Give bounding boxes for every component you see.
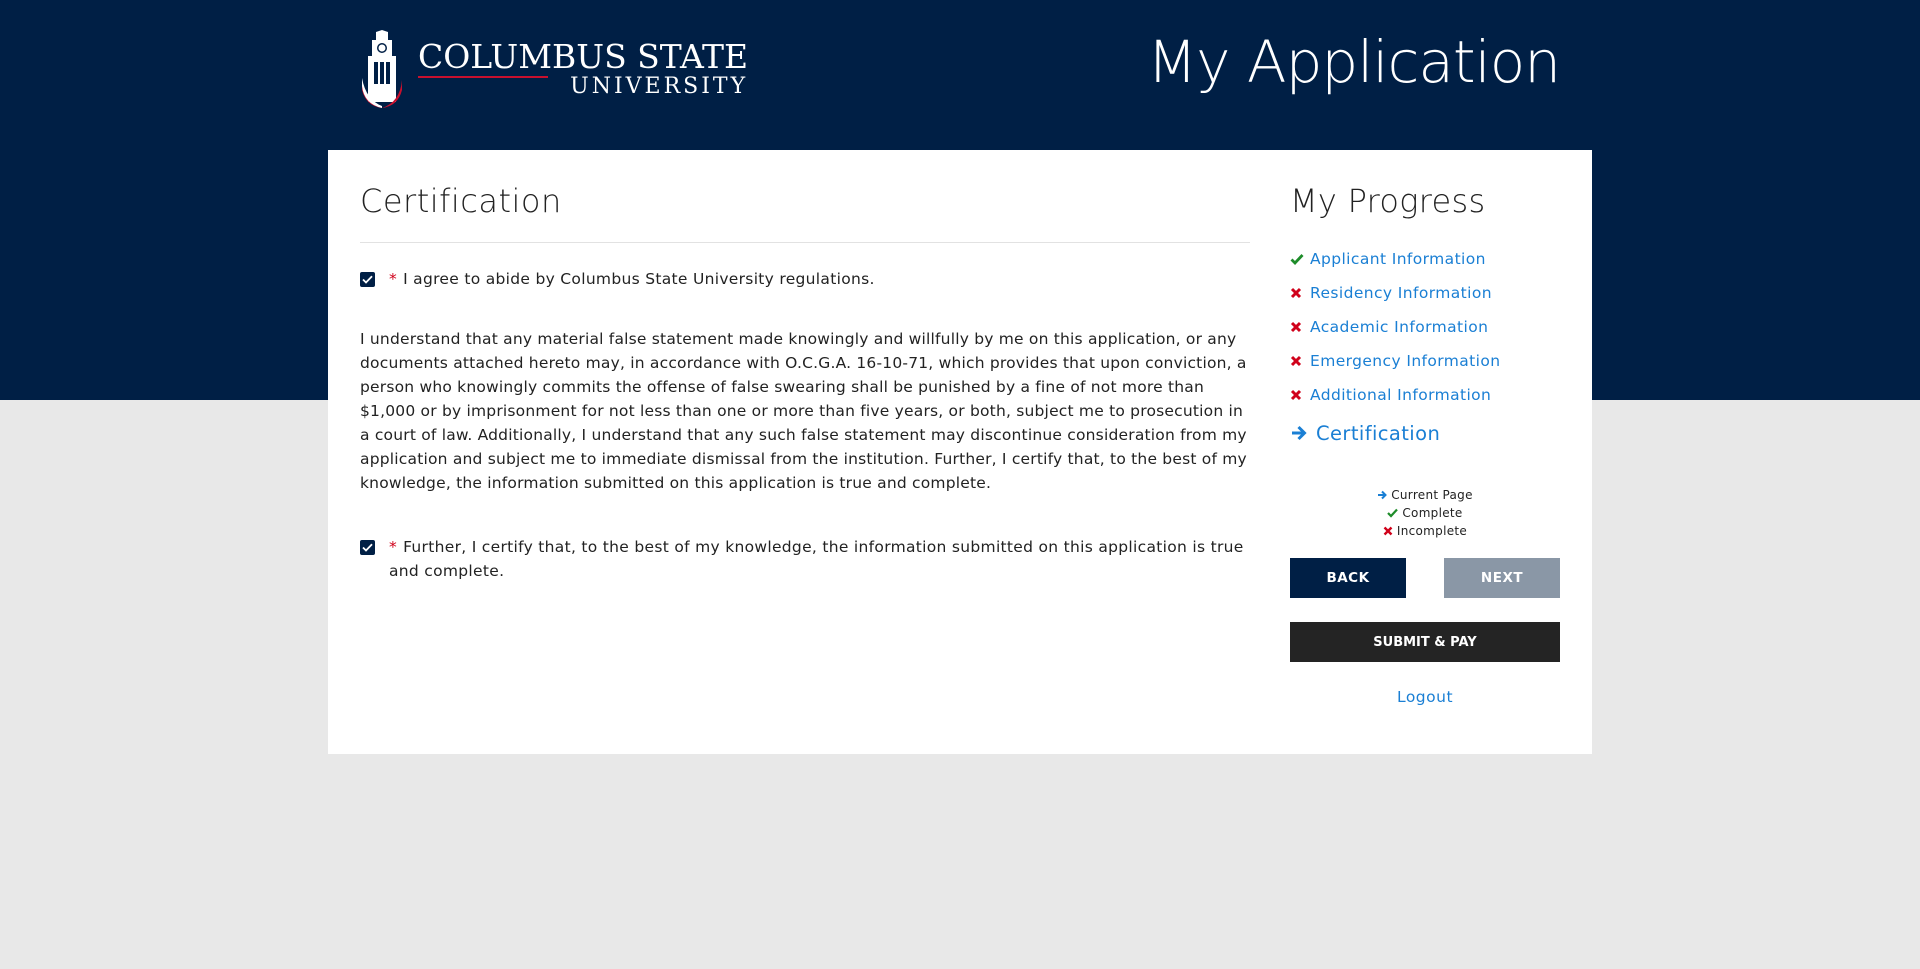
logo-line-1: COLUMBUS STATE (418, 37, 749, 76)
check-icon (1387, 508, 1398, 518)
page-title: My Application (1147, 28, 1560, 96)
legend-incomplete (1290, 522, 1560, 540)
required-mark: * (389, 538, 398, 556)
legend-current-label: Current Page (1391, 488, 1473, 502)
agree-regulations-label-wrap (389, 267, 875, 291)
certify-true-label-wrap (389, 535, 1250, 583)
certify-true-label: Further, I certify that, to the best of my knowledge, the information submitted on this application is true and complete. (389, 538, 1244, 580)
x-icon (1290, 321, 1306, 333)
university-logo[interactable] (360, 28, 749, 110)
legend-complete (1290, 504, 1560, 522)
site-header (328, 0, 1592, 150)
progress-item-residency-information[interactable] (1290, 276, 1560, 310)
progress-sidebar (1290, 182, 1560, 706)
progress-item-emergency-information[interactable] (1290, 344, 1560, 378)
x-icon (1383, 526, 1393, 536)
check-icon (1290, 253, 1306, 265)
back-button[interactable]: BACK (1290, 558, 1406, 598)
certification-section (360, 182, 1250, 583)
logo-line-2: UNIVERSITY (570, 74, 749, 99)
agree-regulations-row (360, 267, 1250, 291)
progress-item-label: Additional Information (1310, 386, 1492, 404)
checkmark-icon (362, 275, 373, 284)
section-title: Certification (360, 182, 1250, 243)
progress-item-label: Certification (1316, 421, 1441, 445)
arrow-right-icon (1290, 424, 1312, 442)
progress-item-certification[interactable] (1290, 412, 1560, 454)
agree-regulations-label: I agree to abide by Columbus State University regulations. (403, 270, 875, 288)
submit-and-pay-button[interactable]: SUBMIT & PAY (1290, 622, 1560, 662)
certify-true-row (360, 535, 1250, 583)
x-icon (1290, 355, 1306, 367)
clock-tower-icon (360, 30, 404, 108)
legend-complete-label: Complete (1402, 506, 1463, 520)
next-button[interactable]: NEXT (1444, 558, 1560, 598)
progress-title: My Progress (1290, 182, 1486, 220)
false-statement-paragraph: I understand that any material false statement made knowingly and willfully by me on this application, or any documents attached hereto may, in accordance with O.C.G.A. 16-10-71, which provides that upon conviction, a person who knowingly commits the offense of false swearing shall be punished by a fine of not more than $1,000 or by imprisonment for not less than one or more than five years, or both, subject me to prosecution in a court of law. Additionally, I understand that any such false statement may discontinue consideration from my application and subject me to immediate dismissal from the institution. Further, I certify that, to the best of my knowledge, the information submitted on this application is true and complete. (360, 330, 1247, 492)
certify-true-checkbox[interactable] (360, 540, 375, 555)
nav-buttons (1290, 558, 1560, 598)
progress-item-academic-information[interactable] (1290, 310, 1560, 344)
legend-incomplete-label: Incomplete (1396, 524, 1468, 538)
progress-item-label: Emergency Information (1310, 352, 1501, 370)
checkmark-icon (362, 543, 373, 552)
progress-item-applicant-information[interactable] (1290, 242, 1560, 276)
logo-wordmark (418, 39, 748, 99)
x-icon (1290, 287, 1306, 299)
progress-legend (1290, 486, 1560, 540)
x-icon (1290, 389, 1306, 401)
application-card (328, 150, 1592, 754)
progress-item-label: Residency Information (1310, 284, 1492, 302)
progress-list (1290, 242, 1560, 454)
required-mark: * (389, 270, 398, 288)
arrow-right-icon (1377, 490, 1387, 500)
progress-item-label: Applicant Information (1310, 250, 1486, 268)
agree-regulations-checkbox[interactable] (360, 272, 375, 287)
logout-link[interactable]: Logout (1396, 688, 1454, 706)
logo-accent-rule (418, 76, 548, 78)
legend-current (1290, 486, 1560, 504)
progress-item-label: Academic Information (1310, 318, 1489, 336)
progress-item-additional-information[interactable] (1290, 378, 1560, 412)
